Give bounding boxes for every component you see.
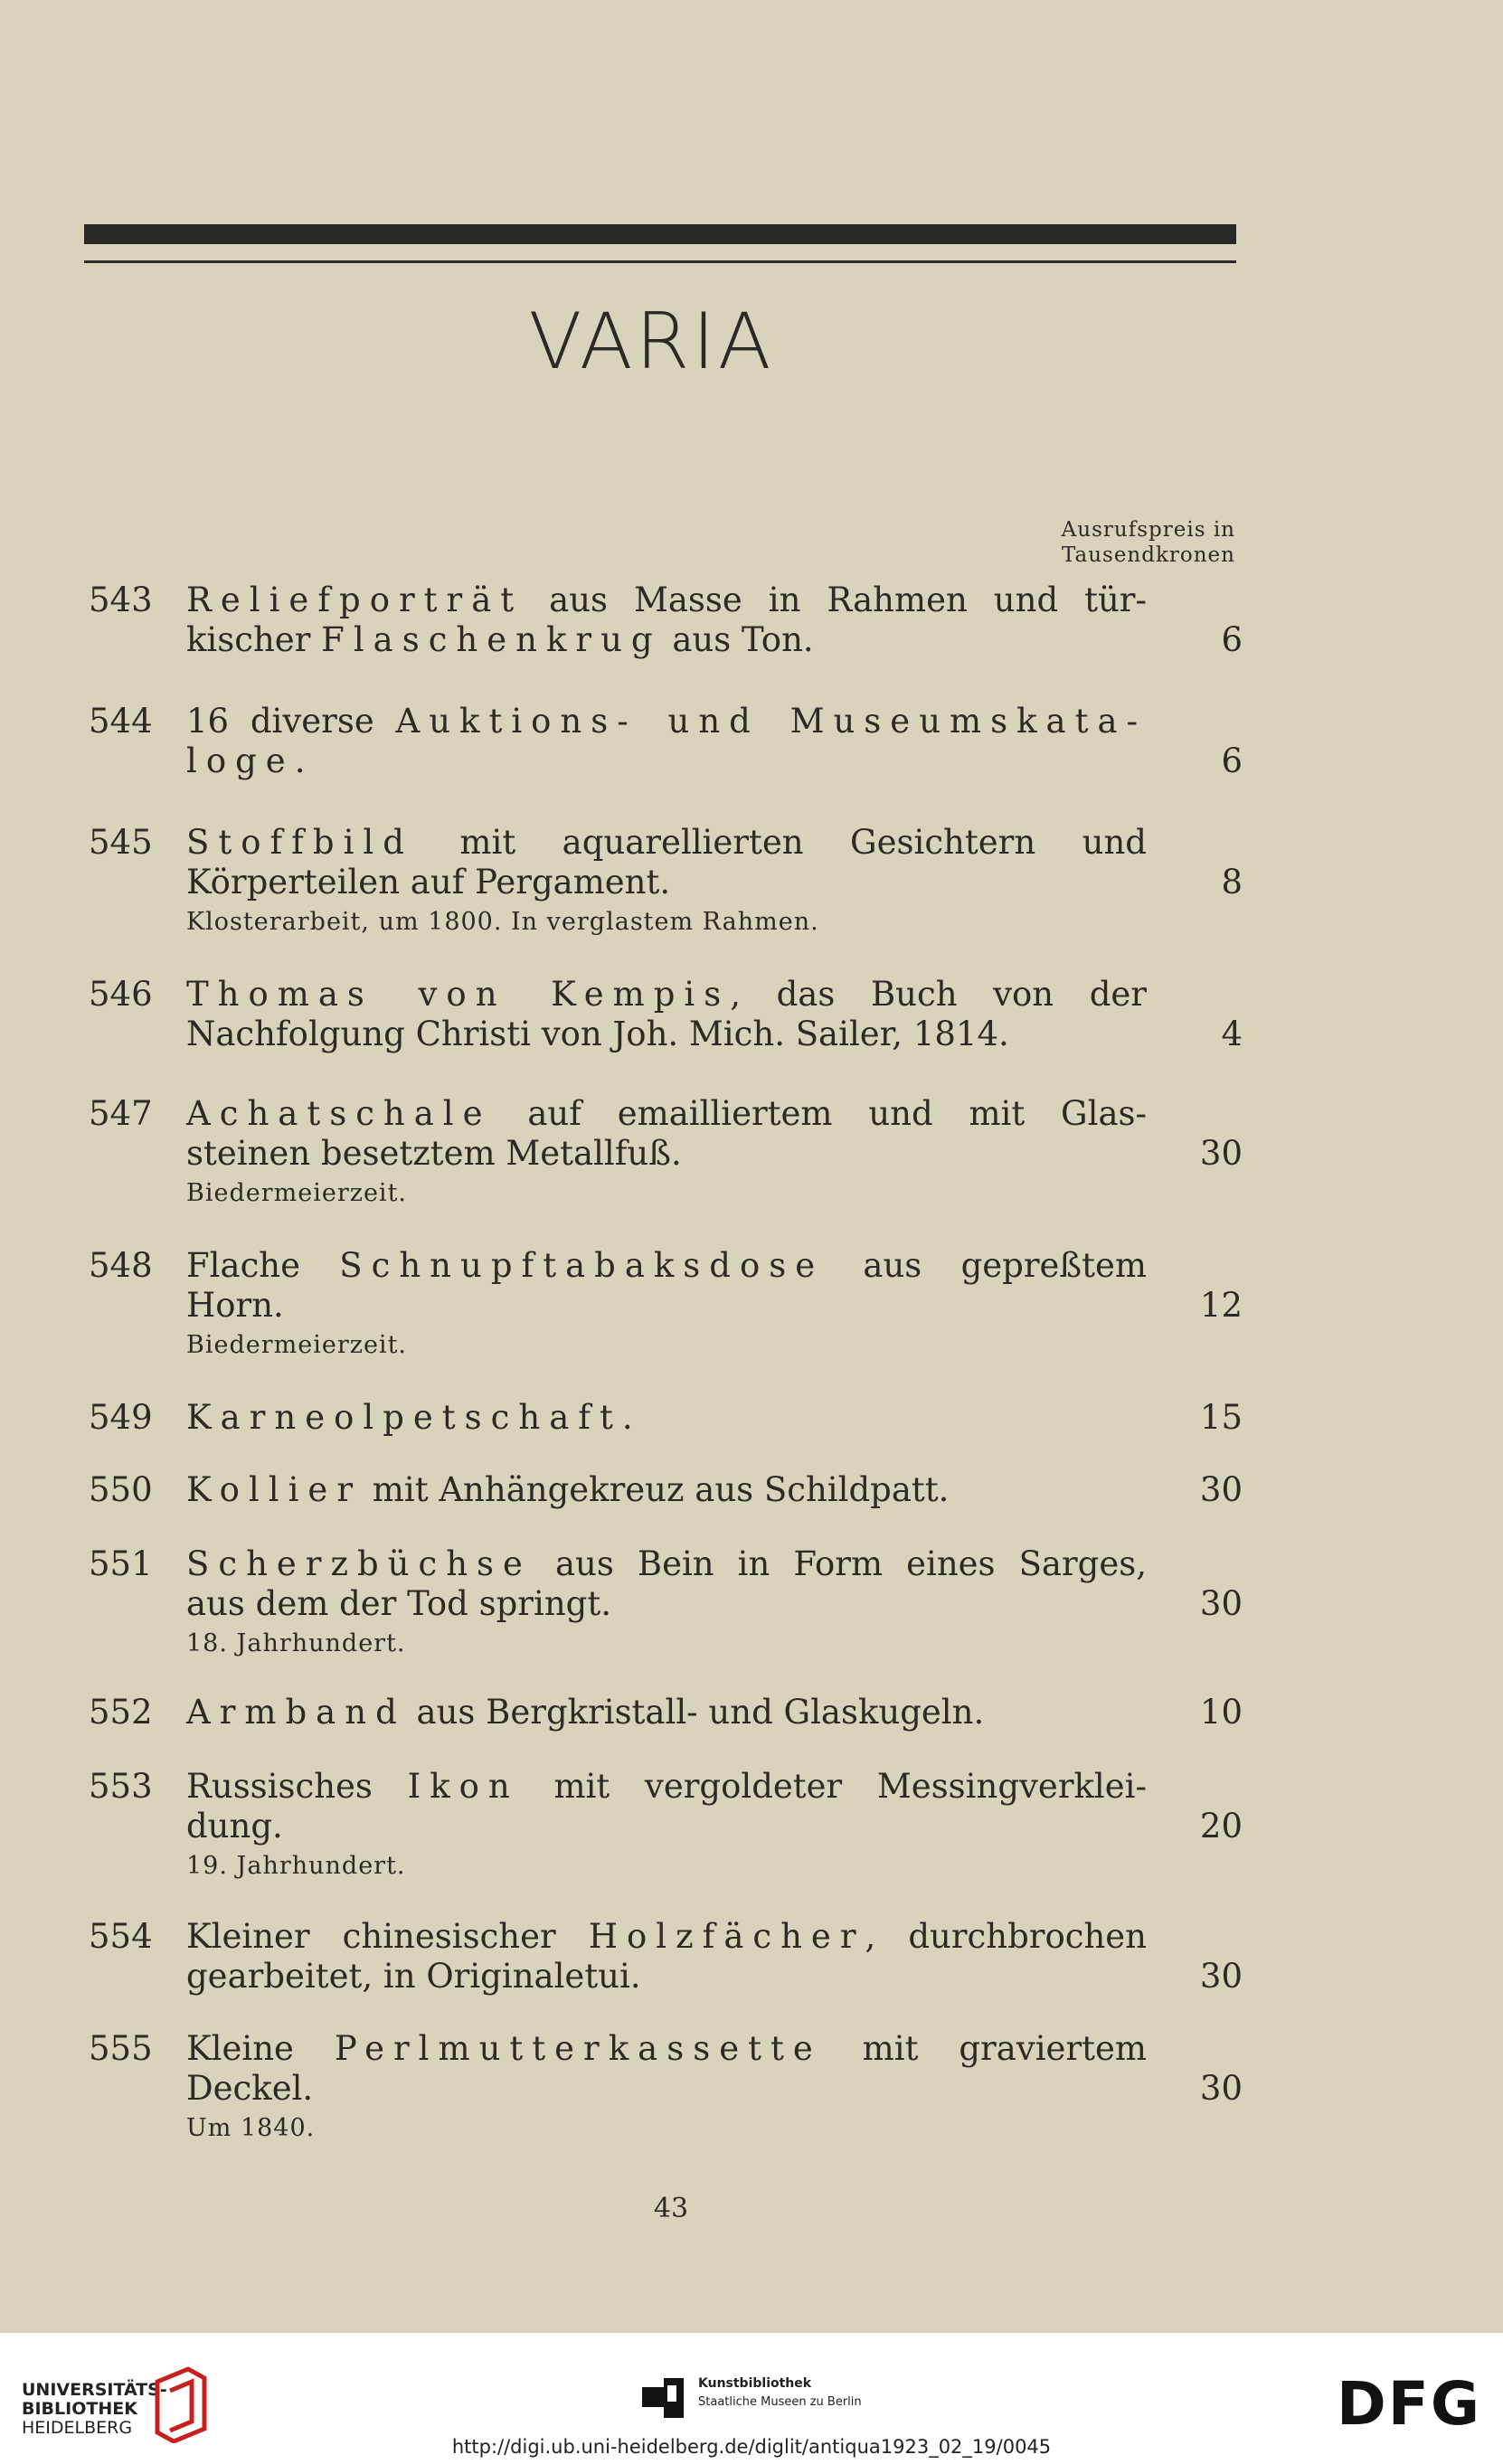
lot-description: Scherzbüchse aus Bein in Form eines Sarges, aus dem der Tod springt. 18. Jahrhundert. [186,1544,1147,1662]
lot-description: Flache Schnupftabaksdose aus gepreßtem Horn. Biedermeierzeit. [186,1246,1147,1364]
lot-number: 544 [89,702,153,741]
lot-number: 554 [89,1917,153,1956]
lot-description: 16 diverse Auktions- und Museumskata- loge. [186,702,1148,780]
lot-note: Um 1840. [186,2114,316,2142]
lot-number: 545 [89,823,153,862]
lot-price: 12 [1199,1286,1243,1325]
dfg-logo: DFG [1337,2369,1482,2439]
lot-price: 30 [1199,2069,1243,2108]
lot-price: 10 [1199,1693,1243,1732]
lot-number: 549 [89,1398,153,1437]
kunstbibliothek-logo-icon [640,2374,687,2422]
lot-number: 548 [89,1246,153,1285]
lot-description: Achatschale auf emailliertem und mit Glas- steinen besetztem Metallfuß. Biedermeierzeit. [186,1094,1147,1212]
lot-description: Thomas von Kempis, das Buch von der Nachfolgung Christi von Joh. Mich. Sailer, 1814. [186,975,1147,1053]
lot-price: 8 [1221,863,1243,902]
kunstbibliothek-label: Kunstbibliothek Staatliche Museen zu Berlin [698,2376,862,2409]
lot-price: 6 [1221,620,1243,659]
lot-description: Russisches Ikon mit vergoldeter Messingverklei- dung. 19. Jahrhundert. [186,1767,1147,1884]
lot-number: 547 [89,1094,153,1133]
lot-description: Kleiner chinesischer Holzfächer, durchbrochen gearbeitet, in Originaletui. [186,1917,1147,1996]
lot-price: 30 [1199,1134,1243,1173]
price-column-heading: Ausrufspreis in Tausendkronen [1061,518,1235,567]
lot-number: 550 [89,1470,153,1509]
library-name: UNIVERSITÄTS- BIBLIOTHEK HEIDELBERG [22,2380,167,2438]
lot-description: Kleine Perlmutterkassette mit graviertem Deckel. Um 1840. [186,2029,1147,2147]
lot-note: 19. Jahrhundert. [186,1852,406,1880]
page-number: 43 [653,2193,689,2224]
lot-number: 543 [89,581,153,619]
lot-description: Stoffbild mit aquarellierten Gesichtern und Körperteilen auf Pergament. Klosterarbeit, um 1800. In verglastem Rahmen. [186,823,1147,940]
lot-note: 18. Jahrhundert. [186,1629,406,1657]
lot-price: 30 [1199,1470,1243,1509]
lot-number: 551 [89,1544,153,1583]
lot-description: Kollier mit Anhängekreuz aus Schildpatt. [186,1470,950,1509]
lot-price: 15 [1199,1398,1243,1437]
lot-note: Klosterarbeit, um 1800. In verglastem Rahmen. [186,908,819,936]
lot-number: 553 [89,1767,153,1806]
university-library-logo-icon [152,2365,208,2443]
source-url[interactable]: http://digi.ub.uni-heidelberg.de/diglit/antiqua1923_02_19/0045 [451,2436,1052,2458]
lot-price: 4 [1221,1015,1243,1053]
lot-note: Biedermeierzeit. [186,1179,407,1207]
lot-note: Biedermeierzeit. [186,1331,407,1359]
section-title: VARIA [528,297,774,387]
lot-number: 552 [89,1693,153,1732]
lot-price: 20 [1199,1807,1243,1846]
lot-description: Armband aus Bergkristall- und Glaskugeln. [186,1693,985,1732]
lot-price: 30 [1199,1957,1243,1996]
lot-price: 6 [1221,741,1243,780]
header-rule-thick [84,224,1236,244]
lot-number: 546 [89,975,153,1014]
lot-description: Reliefporträt aus Masse in Rahmen und tür- kischer Flaschenkrug aus Ton. [186,581,1147,659]
header-rule-thin [84,260,1236,263]
lot-price: 30 [1199,1584,1243,1623]
lot-number: 555 [89,2029,153,2068]
lot-description: Karneolpetschaft. [186,1398,633,1437]
